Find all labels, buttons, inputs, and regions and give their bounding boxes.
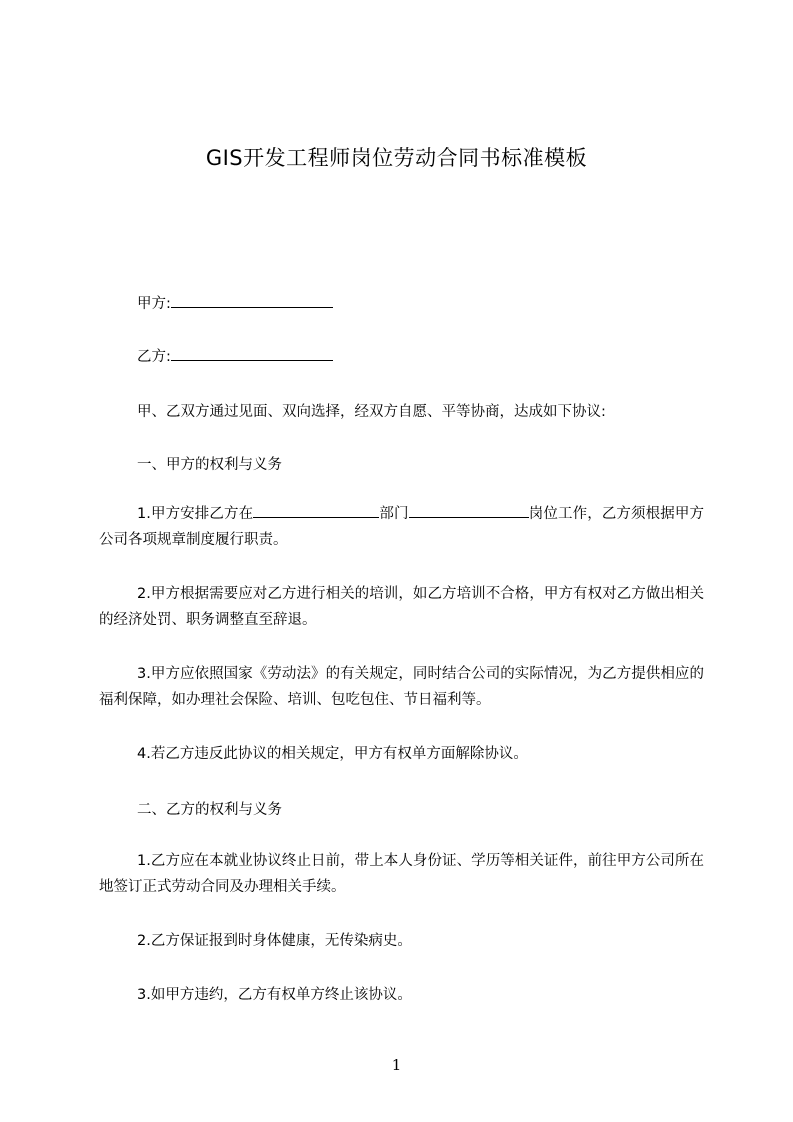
party-a-blank: [171, 293, 333, 308]
party-a-line: [137, 292, 333, 313]
document-title: GIS开发工程师岗位劳动合同书标准模板: [205, 146, 588, 170]
clause-2-3: [99, 982, 704, 1008]
clause-2-1: [99, 848, 704, 900]
party-a-label: 甲方:: [137, 296, 171, 312]
clause-1-4: [99, 741, 704, 767]
intro-paragraph: 甲、乙双方通过见面、双向选择，经双方自愿、平等协商，达成如下协议:: [137, 404, 606, 420]
clause-1-2: [99, 581, 704, 633]
clause-2-2-text: 2.乙方保证报到时身体健康，无传染病史。: [137, 933, 412, 949]
section-one-heading: 一、甲方的权利与义务: [137, 457, 282, 473]
clause-1-1-dept: 部门: [379, 506, 409, 522]
clause-1-3: [99, 661, 704, 713]
clause-1-2-text: 2.甲方根据需要应对乙方进行相关的培训，如乙方培训不合格，甲方有权对乙方做出相关的经济处罚、职务调整直至辞退。: [99, 586, 704, 628]
party-b-line: [137, 345, 333, 366]
clause-1-1-prefix: 1.甲方安排乙方在: [137, 506, 254, 522]
clause-1-3-text: 3.甲方应依照国家《劳动法》的有关规定，同时结合公司的实际情况，为乙方提供相应的福利保障，如办理社会保险、培训、包吃包住、节日福利等。: [99, 666, 704, 708]
clause-1-1: [99, 501, 704, 553]
clause-1-4-text: 4.若乙方违反此协议的相关规定，甲方有权单方面解除协议。: [137, 746, 528, 762]
section-two-heading: 二、乙方的权利与义务: [137, 802, 282, 818]
clause-2-2: [99, 928, 704, 954]
department-blank: [253, 503, 379, 518]
clause-2-3-text: 3.如甲方违约，乙方有权单方终止该协议。: [137, 987, 412, 1003]
clause-2-1-text: 1.乙方应在本就业协议终止日前，带上本人身份证、学历等相关证件，前往甲方公司所在地签订正式劳动合同及办理相关手续。: [99, 853, 704, 895]
party-b-blank: [171, 346, 333, 361]
party-b-label: 乙方:: [137, 349, 171, 365]
clause-1-1-suffix: 岗位工作，乙方须根据甲方公司各项规章制度履行职责。: [99, 506, 705, 548]
page-number: 1: [391, 1056, 402, 1074]
position-blank: [409, 503, 529, 518]
